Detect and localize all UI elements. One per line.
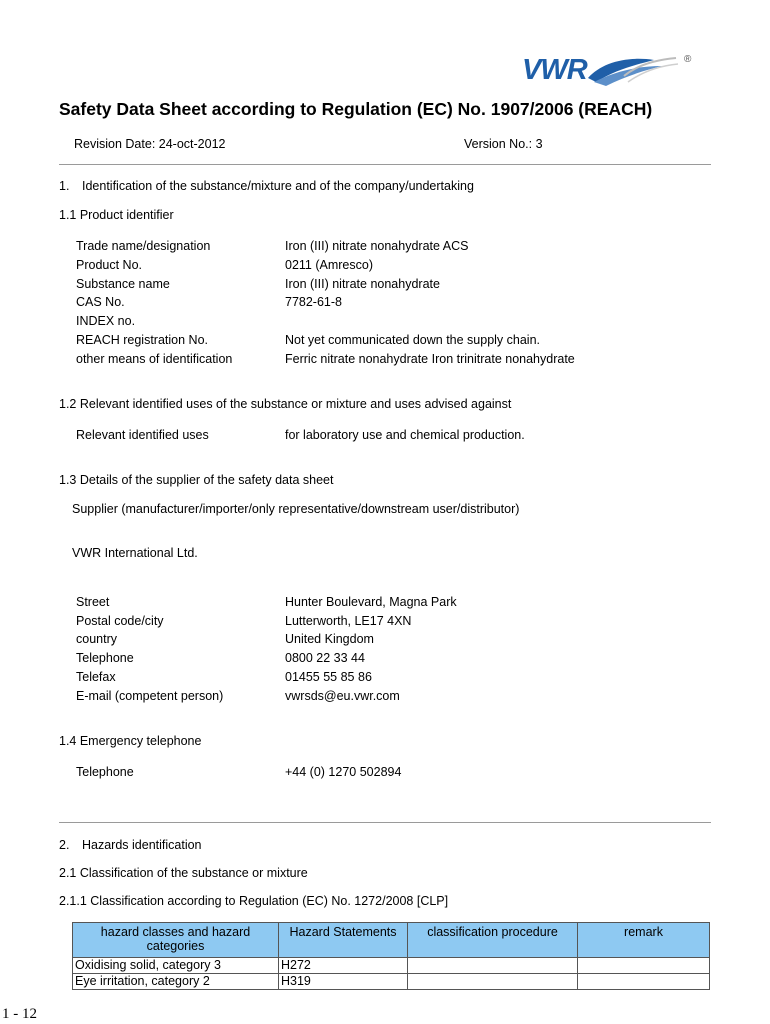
section-1-4-heading: 1.4 Emergency telephone: [59, 734, 202, 748]
hazard-classification-table: [72, 922, 710, 990]
header-classification-procedure: classification procedure: [408, 923, 578, 958]
identified-uses-value: for laboratory use and chemical production.: [285, 428, 525, 442]
section-1-3-heading: 1.3 Details of the supplier of the safety data sheet: [59, 473, 334, 487]
substance-name-label: Substance name: [76, 277, 170, 291]
product-no-label: Product No.: [76, 258, 143, 272]
table-cell: H319: [279, 974, 408, 990]
product-no-value: 0211 (Amresco): [285, 258, 373, 272]
substance-name-value: Iron (III) nitrate nonahydrate: [285, 277, 440, 291]
supplier-description: Supplier (manufacturer/importer/only representative/downstream user/distributor): [72, 502, 520, 516]
table-cell: [408, 974, 578, 990]
other-identification-label: other means of identification: [76, 352, 233, 366]
header-hazard-statements: Hazard Statements: [279, 923, 408, 958]
postal-city-label: Postal code/city: [76, 614, 164, 628]
email-label: E-mail (competent person): [76, 689, 224, 703]
registered-mark: ®: [684, 54, 692, 65]
revision-date: Revision Date: 24-oct-2012: [74, 137, 226, 151]
section-1-1-heading: 1.1 Product identifier: [59, 208, 174, 222]
telephone-label: Telephone: [76, 651, 134, 665]
section-2-number: 2.: [59, 838, 70, 852]
street-value: Hunter Boulevard, Magna Park: [285, 595, 457, 609]
logo-wordmark: VWR: [522, 54, 587, 86]
trade-name-value: Iron (III) nitrate nonahydrate ACS: [285, 239, 469, 253]
country-label: country: [76, 632, 117, 646]
reach-registration-label: REACH registration No.: [76, 333, 208, 347]
cas-no-label: CAS No.: [76, 295, 125, 309]
street-label: Street: [76, 595, 110, 609]
table-row: [73, 958, 710, 974]
telefax-value: 01455 55 85 86: [285, 670, 372, 684]
page-number: 1 - 12: [2, 1006, 37, 1022]
table-header-row: [73, 923, 710, 958]
version-number: Version No.: 3: [464, 137, 543, 151]
document-title: Safety Data Sheet according to Regulation (EC) No. 1907/2006 (REACH): [59, 99, 653, 119]
index-no-label: INDEX no.: [76, 314, 136, 328]
identified-uses-label: Relevant identified uses: [76, 428, 209, 442]
telephone-value: 0800 22 33 44: [285, 651, 365, 665]
vwr-logo: [522, 48, 694, 92]
table-cell: [408, 958, 578, 974]
emergency-telephone-label: Telephone: [76, 765, 134, 779]
table-cell: Eye irritation, category 2: [73, 974, 279, 990]
cas-no-value: 7782-61-8: [285, 295, 342, 309]
table-cell: Oxidising solid, category 3: [73, 958, 279, 974]
trade-name-label: Trade name/designation: [76, 239, 211, 253]
section-1-number: 1.: [59, 179, 70, 193]
table-cell: H272: [279, 958, 408, 974]
section-1-heading: Identification of the substance/mixture and of the company/undertaking: [82, 179, 474, 193]
header-hazard-classes: hazard classes and hazard categories: [73, 923, 279, 958]
emergency-telephone-value: +44 (0) 1270 502894: [285, 765, 402, 779]
table-cell: [578, 974, 710, 990]
other-identification-value: Ferric nitrate nonahydrate Iron trinitrate nonahydrate: [285, 352, 575, 366]
section-2-1-heading: 2.1 Classification of the substance or mixture: [59, 866, 308, 880]
section-1-2-heading: 1.2 Relevant identified uses of the substance or mixture and uses advised against: [59, 397, 512, 411]
postal-city-value: Lutterworth, LE17 4XN: [285, 614, 412, 628]
email-value: vwrsds@eu.vwr.com: [285, 689, 400, 703]
header-divider: [59, 164, 711, 165]
logo-swoosh-icon: [584, 54, 684, 88]
section-divider: [59, 822, 711, 823]
section-2-1-1-heading: 2.1.1 Classification according to Regulation (EC) No. 1272/2008 [CLP]: [59, 894, 449, 908]
reach-registration-value: Not yet communicated down the supply chain.: [285, 333, 540, 347]
table-cell: [578, 958, 710, 974]
section-2-heading: Hazards identification: [82, 838, 202, 852]
telefax-label: Telefax: [76, 670, 116, 684]
company-name: VWR International Ltd.: [72, 546, 198, 560]
header-remark: remark: [578, 923, 710, 958]
country-value: United Kingdom: [285, 632, 374, 646]
table-row: [73, 974, 710, 990]
